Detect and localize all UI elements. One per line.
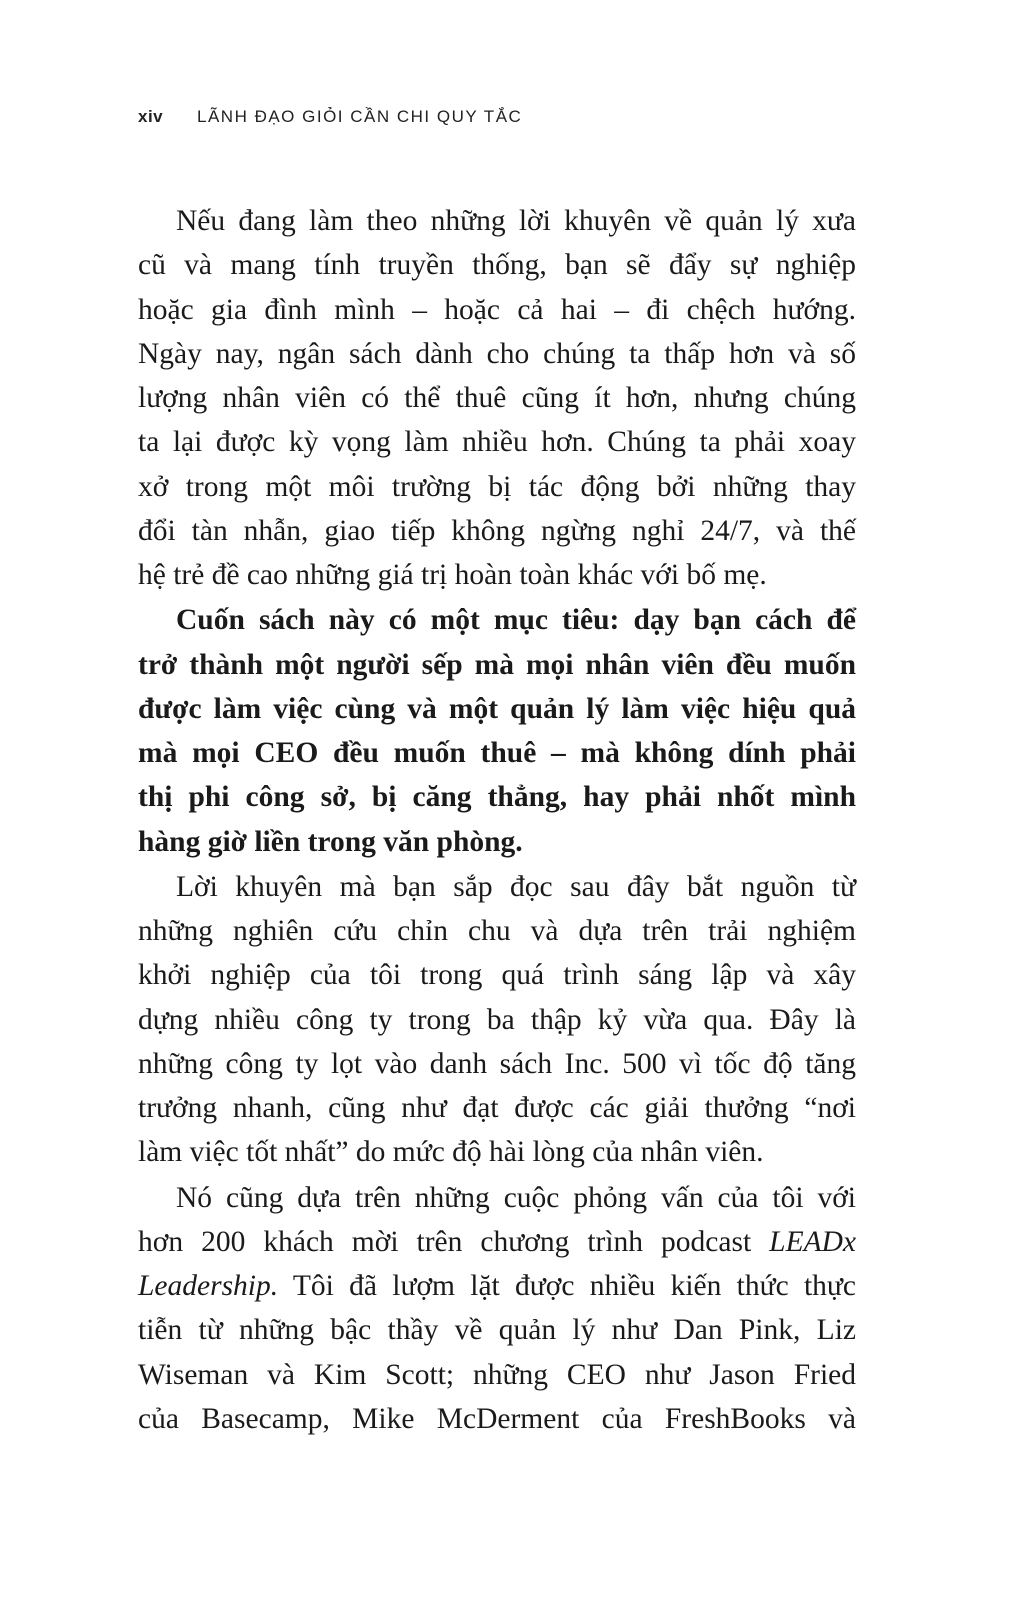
- text-segment: mà mọi CEO đều muốn thuê – mà không dính phải: [138, 737, 856, 769]
- text-line: [138, 775, 856, 819]
- text-line: [138, 1353, 856, 1397]
- text-line: [138, 553, 856, 597]
- italic-text: Leadership.: [138, 1270, 279, 1302]
- text-line: [138, 199, 856, 243]
- text-segment: Nếu đang làm theo những lời khuyên về quản lý xưa: [176, 205, 856, 237]
- text-segment: được làm việc cùng và một quản lý làm việc hiệu quả: [138, 692, 856, 725]
- text-segment: tiễn từ những bậc thầy về quản lý như Dan Pink, Liz: [138, 1314, 856, 1347]
- text-line: [138, 598, 856, 642]
- paragraph: [138, 1176, 856, 1442]
- text-line: [138, 1042, 856, 1086]
- text-segment: Lời khuyên mà bạn sắp đọc sau đây bắt nguồn từ: [176, 870, 856, 903]
- body-text: [138, 199, 856, 1442]
- text-line: [138, 953, 856, 997]
- text-segment: trở thành một người sếp mà mọi nhân viên đều muốn: [138, 648, 856, 681]
- running-title: LÃNH ĐẠO GIỎI CẦN CHI QUY TẮC: [197, 107, 523, 126]
- text-segment: xở trong một môi trường bị tác động bởi những thay: [138, 470, 856, 503]
- text-segment: Cuốn sách này có một mục tiêu: dạy bạn cách để: [176, 604, 856, 637]
- text-line: [138, 1264, 856, 1308]
- text-segment: dựng nhiều công ty trong ba thập kỷ vừa qua. Đây là: [138, 1003, 856, 1036]
- text-segment: thị phi công sở, bị căng thẳng, hay phải nhốt mình: [138, 781, 856, 814]
- text-segment: Ngày nay, ngân sách dành cho chúng ta thấp hơn và số: [138, 337, 856, 370]
- text-line: [138, 998, 856, 1042]
- paragraph: [138, 199, 856, 597]
- text-line: [138, 643, 856, 687]
- text-segment: của Basecamp, Mike McDerment của FreshBooks và: [138, 1402, 856, 1435]
- text-line: [138, 1397, 856, 1441]
- running-header: [138, 107, 523, 127]
- text-segment: đổi tàn nhẫn, giao tiếp không ngừng nghỉ 24/7, và thế: [138, 514, 856, 547]
- text-line: [138, 420, 856, 464]
- text-line: [138, 1130, 856, 1174]
- text-segment: lượng nhân viên có thể thuê cũng ít hơn, nhưng chúng: [138, 382, 856, 414]
- text-segment: hệ trẻ đề cao những giá trị hoàn toàn khác với bố mẹ.: [138, 559, 767, 591]
- text-line: [138, 509, 856, 553]
- text-line: [138, 465, 856, 509]
- text-line: [138, 865, 856, 909]
- text-line: [138, 1176, 856, 1220]
- italic-text: LEADx: [769, 1225, 856, 1258]
- text-segment: làm việc tốt nhất” do mức độ hài lòng của nhân viên.: [138, 1136, 764, 1169]
- text-segment: Tôi đã lượm lặt được nhiều kiến thức thực: [278, 1270, 856, 1302]
- text-segment: hàng giờ liền trong văn phòng.: [138, 825, 523, 858]
- text-line: [138, 909, 856, 953]
- text-line: [138, 332, 856, 376]
- text-segment: những công ty lọt vào danh sách Inc. 500 vì tốc độ tăng: [138, 1047, 856, 1080]
- text-segment: hơn 200 khách mời trên chương trình podcast: [138, 1225, 770, 1258]
- text-line: [138, 820, 856, 864]
- paragraph: [138, 865, 856, 1175]
- text-line: [138, 687, 856, 731]
- text-segment: khởi nghiệp của tôi trong quá trình sáng lập và xây: [138, 959, 856, 992]
- text-line: [138, 243, 856, 287]
- text-line: [138, 1308, 856, 1352]
- text-line: [138, 288, 856, 332]
- text-segment: những nghiên cứu chỉn chu và dựa trên trải nghiệm: [138, 915, 856, 947]
- text-segment: trưởng nhanh, cũng như đạt được các giải thưởng “nơi: [138, 1092, 856, 1124]
- text-segment: cũ và mang tính truyền thống, bạn sẽ đẩy sự nghiệp: [138, 249, 856, 282]
- text-segment: ta lại được kỳ vọng làm nhiều hơn. Chúng ta phải xoay: [138, 426, 856, 459]
- text-segment: Wiseman và Kim Scott; những CEO như Jason Fried: [138, 1358, 856, 1391]
- paragraph: [138, 598, 856, 864]
- text-line: [138, 731, 856, 775]
- text-segment: Nó cũng dựa trên những cuộc phỏng vấn của tôi với: [176, 1181, 856, 1214]
- text-line: [138, 376, 856, 420]
- text-segment: hoặc gia đình mình – hoặc cả hai – đi chệch hướng.: [138, 293, 856, 326]
- text-line: [138, 1220, 856, 1264]
- text-line: [138, 1086, 856, 1130]
- page-number: xiv: [138, 107, 164, 126]
